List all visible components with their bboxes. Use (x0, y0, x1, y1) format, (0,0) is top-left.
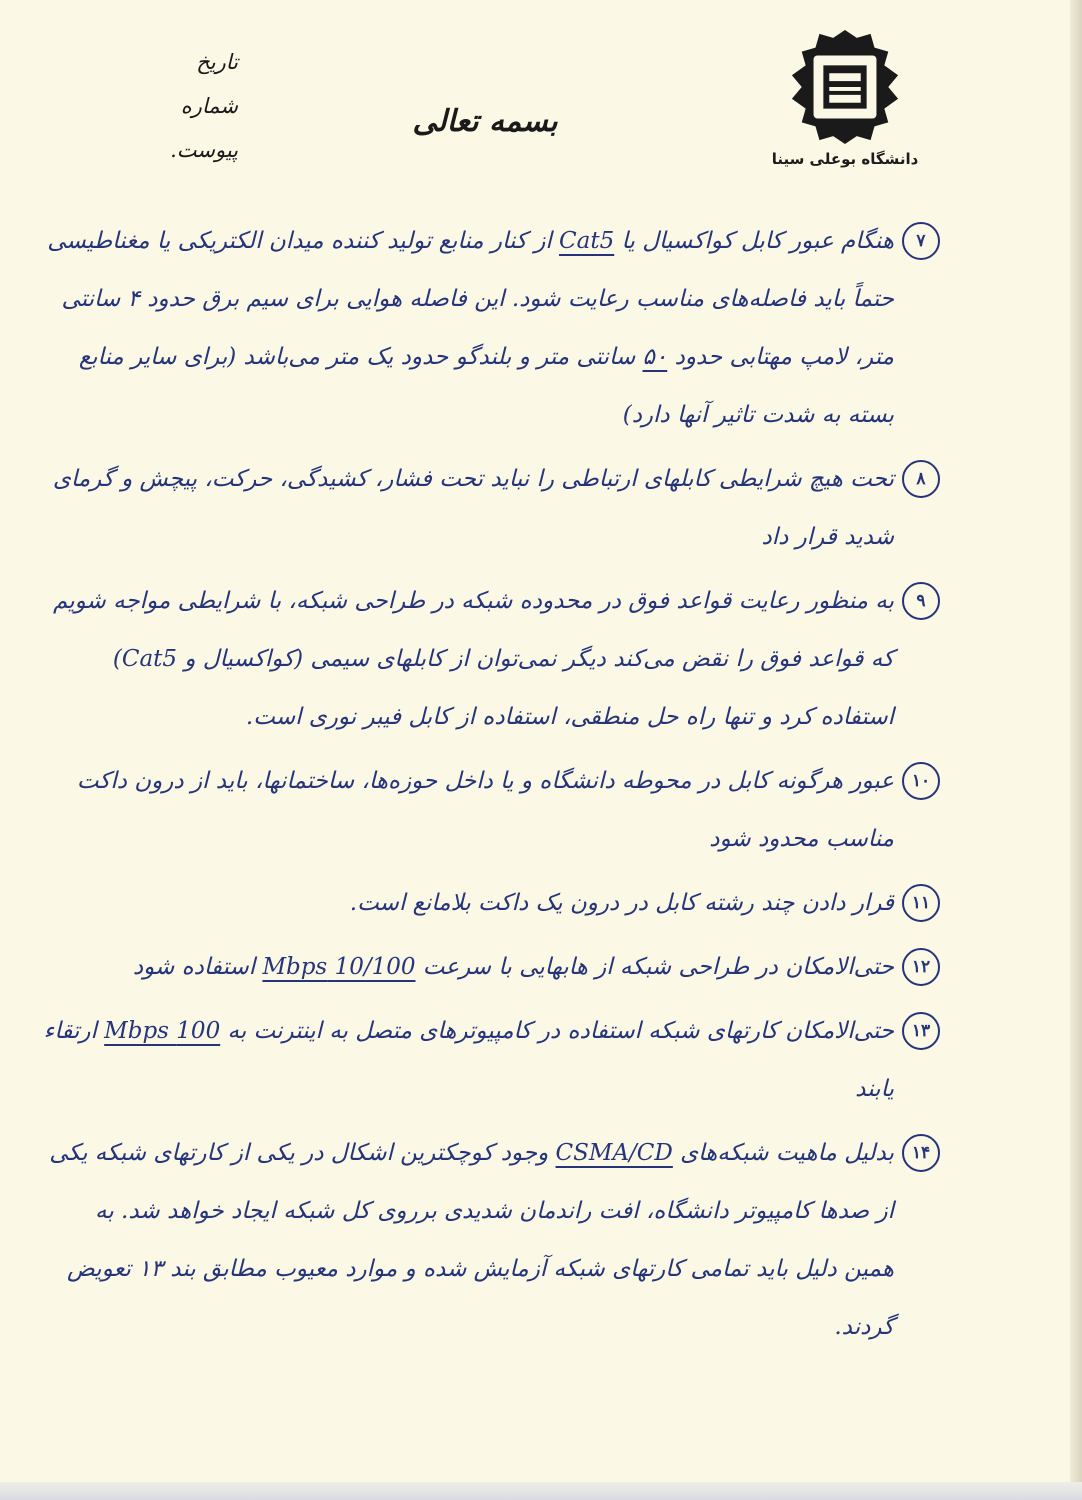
item-text: قرار دادن چند رشته کابل در درون یک داکت بلامانع است. (349, 890, 894, 916)
date-label: تاریخ (196, 50, 238, 74)
bismillah-heading: بسمه تعالی (412, 104, 558, 139)
university-logo (770, 28, 920, 176)
university-name: دانشگاه بوعلی سینا (771, 150, 919, 168)
list-item (40, 1002, 940, 1118)
item-text: هنگام عبور کابل کواکسیال یا (621, 228, 894, 254)
item-number: ۱۰ (902, 762, 940, 800)
meta-labels (118, 40, 238, 172)
emblem-icon (786, 28, 904, 146)
item-text: به منظور رعایت قواعد فوق در محدوده شبکه در طراحی شبکه، با شرایطی مواجه شویم که قواعد فوق را نقض می‌کند دیگر نمی‌توان از کابلهای سیمی (کواکسیال و Cat5) استفاده کرد و تنها راه حل منطقی، استفاده از کابل فیبر نوری است. (52, 588, 894, 730)
item-number: ۱۲ (902, 948, 940, 986)
item-number: ۸ (902, 460, 940, 498)
item-number: ۷ (902, 222, 940, 260)
list-item (40, 212, 940, 444)
item-text: عبور هرگونه کابل در محوطه دانشگاه و یا داخل حوزه‌ها، ساختمانها، باید از درون داکت مناسب محدود شود (76, 768, 894, 852)
number-label: شماره (180, 94, 238, 118)
item-emphasis: CSMA/CD (555, 1140, 673, 1166)
item-text: حتی‌الامکان کارتهای شبکه استفاده در کامپیوترهای متصل به اینترنت به (227, 1018, 894, 1044)
item-text: استفاده شود (132, 954, 256, 980)
item-emphasis: 100 Mbps (104, 1018, 221, 1044)
list-item (40, 938, 940, 996)
item-number: ۱۳ (902, 1012, 940, 1050)
list-item (40, 752, 940, 868)
list-item (40, 874, 940, 932)
item-number: ۹ (902, 582, 940, 620)
item-number: ۱۴ (902, 1134, 940, 1172)
item-text: وجود کوچکترین اشکال در یکی از کارتهای شبکه یکی از صدها کامپیوتر دانشگاه، افت راندمان شدیدی برروی کل شبکه ایجاد خواهد شد. به همین دلیل باید تمامی کارتهای شبکه آزمایش شده و موارد معیوب مطابق بند ۱۳ تعویض گردند. (49, 1140, 894, 1340)
item-text: حتی‌الامکان در طراحی شبکه از هابهایی با سرعت (422, 954, 894, 980)
attachment-label: پیوست. (170, 138, 238, 162)
item-text: ارتقاء یابند (43, 1018, 894, 1102)
list-item (40, 572, 940, 746)
item-number: ۱۱ (902, 884, 940, 922)
handwritten-body (40, 212, 940, 1362)
item-emphasis: 10/100 Mbps (262, 954, 416, 980)
item-emphasis: ۵۰ (642, 344, 668, 370)
item-text: سانتی متر و بلندگو حدود یک متر می‌باشد (برای سایر منابع بسته به شدت تاثیر آنها دارد) (78, 344, 894, 428)
item-emphasis: Cat5 (559, 228, 615, 254)
page-edge-shadow (1070, 0, 1082, 1500)
item-text: از کنار منابع تولید کننده میدان الکتریکی یا مغناطیسی حتماً باید فاصله‌های مناسب رعایت شود. این فاصله هوایی برای سیم برق حدود ۴ سانتی متر، لامپ مهتابی حدود (47, 228, 894, 370)
list-item (40, 450, 940, 566)
list-item (40, 1124, 940, 1356)
page-bottom-shadow (0, 1482, 1082, 1500)
item-text: بدلیل ماهیت شبکه‌های (680, 1140, 894, 1166)
item-text: تحت هیچ شرایطی کابلهای ارتباطی را نباید تحت فشار، کشیدگی، حرکت، پیچش و گرمای شدید قرار داد (52, 466, 894, 550)
